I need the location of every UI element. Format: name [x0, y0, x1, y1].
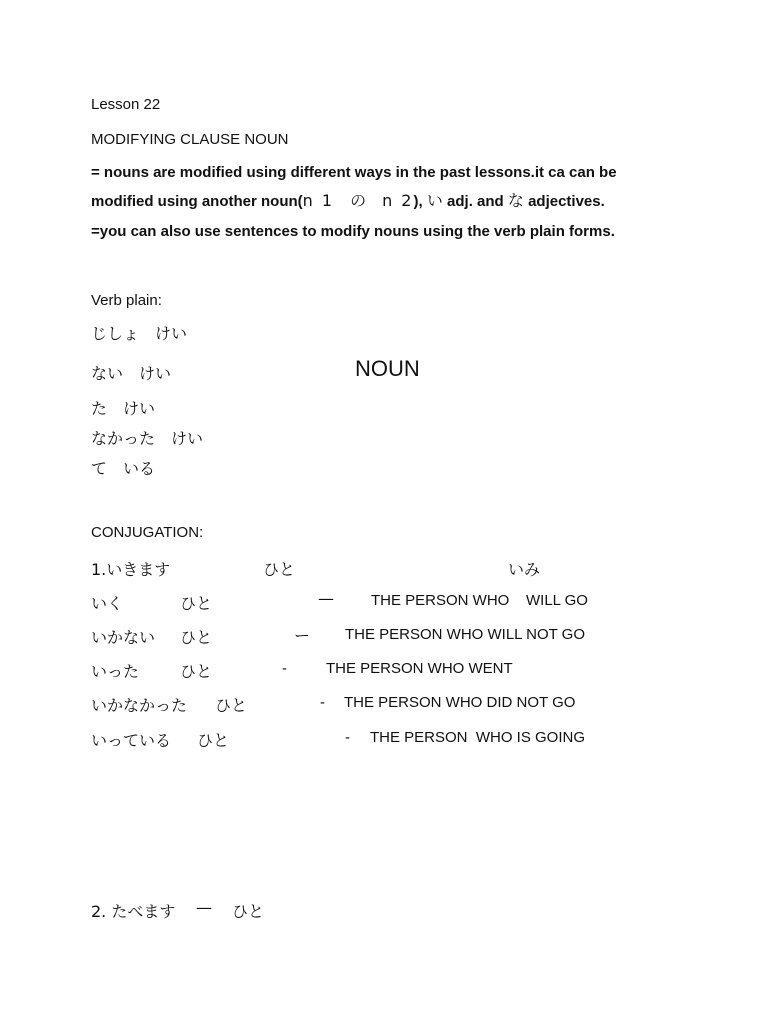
conj-row-separator: - — [282, 660, 287, 677]
conj-row-verb: いっている — [91, 731, 172, 750]
verb-form-ta: た けい — [91, 399, 156, 418]
ex2-heading — [91, 899, 175, 922]
verb-form-nakatta: なかった けい — [91, 429, 204, 448]
conj-row-meaning: THE PERSON WHO WENT — [326, 660, 513, 677]
conj-row-separator: ー — [294, 626, 311, 645]
na-char: な — [507, 191, 524, 210]
conj-row-verb: いく — [91, 594, 124, 613]
n2-label: n 2 — [382, 191, 414, 210]
para1-line1: = nouns are modified using different ways in the past lessons.it ca can be — [91, 164, 617, 181]
ex2-verb: たべます — [111, 902, 176, 921]
ex1-verb: いきます — [106, 560, 171, 579]
para1-text-c: adj. and — [447, 193, 504, 210]
i-char: い — [426, 191, 443, 210]
verb-plain-label: Verb plain: — [91, 292, 162, 309]
conj-row-verb: いかなかった — [91, 696, 188, 715]
conj-row-noun: ひと — [180, 628, 213, 647]
ex2-number: 2. — [91, 902, 107, 921]
conj-row-noun: ひと — [180, 594, 213, 613]
verb-form-nai: ない けい — [91, 364, 172, 383]
lesson-title: Lesson 22 — [91, 96, 161, 113]
para1-text-a: modified using another noun( — [91, 193, 303, 210]
conj-row-separator: - — [320, 694, 325, 711]
ex1-noun: ひと — [263, 560, 296, 579]
noun-label: NOUN — [355, 356, 420, 381]
conj-row-meaning: THE PERSON WHO WILL NOT GO — [345, 626, 586, 643]
ex1-heading — [91, 557, 170, 580]
para1-text-d: adjectives. — [528, 193, 605, 210]
ex2-separator: — — [196, 898, 212, 917]
conj-row-noun: ひと — [197, 731, 230, 750]
para1-text-b: ), — [413, 193, 423, 210]
verb-form-jisho: じしょ けい — [91, 324, 188, 343]
verb-form-teiru: て いる — [91, 459, 156, 478]
conj-row-noun: ひと — [180, 662, 213, 681]
conj-row-meaning: THE PERSON WHO IS GOING — [370, 729, 586, 746]
ex2-noun: ひと — [232, 902, 265, 921]
conj-row-meaning: THE PERSON WHO DID NOT GO — [344, 694, 576, 711]
conjugation-label: CONJUGATION: — [91, 524, 204, 541]
conj-row-separator: — — [318, 589, 334, 608]
conj-row-verb: いかない — [91, 628, 156, 647]
para2: =you can also use sentences to modify nouns using the verb plain forms. — [91, 223, 615, 240]
n1-label: n 1 — [302, 191, 335, 210]
conj-row-separator: - — [345, 729, 350, 746]
ex1-number: 1. — [91, 560, 107, 579]
para1-line2 — [91, 188, 605, 211]
conj-row-verb: いった — [91, 662, 140, 681]
no-particle: の — [350, 191, 367, 210]
section-heading: MODIFYING CLAUSE NOUN — [91, 131, 289, 148]
ex1-meaning-label: いみ — [508, 560, 541, 579]
conj-row-noun: ひと — [215, 696, 248, 715]
conj-row-meaning: THE PERSON WHO WILL GO — [371, 592, 588, 609]
